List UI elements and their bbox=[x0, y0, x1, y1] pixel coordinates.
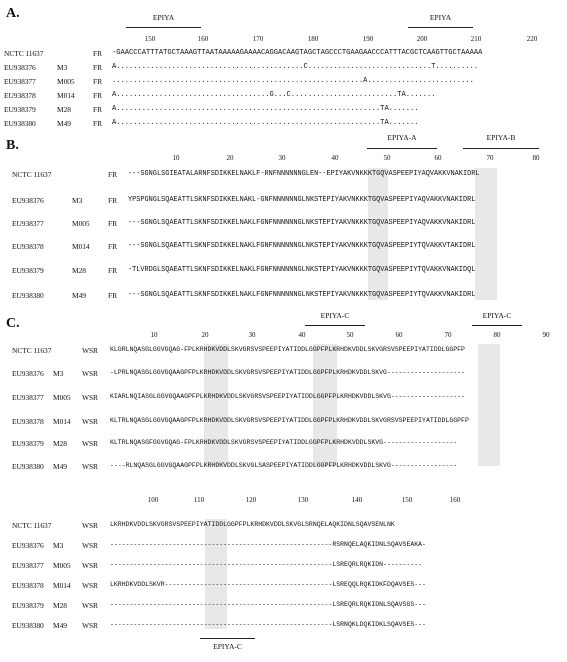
panelA-row-sequence: A..............................................................TA....... bbox=[112, 119, 419, 127]
panelC2-ruler-tick-2: 120 bbox=[245, 496, 257, 504]
panelC2-ruler-tick-3: 130 bbox=[297, 496, 309, 504]
panelC1-ruler-tick-1: 20 bbox=[201, 331, 209, 339]
panelA-row-sequence: -GAACCCATTTATGCTAAAGTTAATAAAAAGAAAACAGGACAAGTAGCTAGCCCTGAAGAACCCATTTACGCTCAAGTTGCTAAAAA bbox=[112, 49, 483, 57]
panelB-ruler-tick-4: 50 bbox=[383, 154, 391, 162]
epiya-b-shade bbox=[475, 168, 497, 300]
panelC1-row-region: WSR bbox=[82, 369, 98, 378]
panelC1-row-region: WSR bbox=[82, 393, 98, 402]
panelC2-ruler-tick-5: 150 bbox=[401, 496, 413, 504]
panelC1-row-isolate: M3 bbox=[53, 369, 64, 378]
panelB-row-accession: EU938377 bbox=[12, 219, 44, 228]
panelC1-motif-1: EPIYA-C bbox=[482, 311, 512, 320]
epiya-c-shade-3 bbox=[478, 344, 500, 466]
panelB-row-region: FR bbox=[108, 242, 117, 251]
panelC1-ruler-tick-5: 60 bbox=[395, 331, 403, 339]
panelA-ruler-tick-0: 150 bbox=[144, 35, 156, 43]
panelC1-ruler-tick-8: 90 bbox=[542, 331, 550, 339]
panelC1-row-accession: EU938380 bbox=[12, 462, 44, 471]
panelC1-label: C. bbox=[6, 316, 20, 331]
panelC1-ruler-tick-2: 30 bbox=[248, 331, 256, 339]
panelB-ruler-tick-2: 30 bbox=[278, 154, 286, 162]
panelA-ruler-tick-4: 190 bbox=[362, 35, 374, 43]
epiya-c-shade-2 bbox=[313, 344, 337, 466]
panelC2-row-accession: EU938376 bbox=[12, 541, 44, 550]
panelB-ruler-tick-1: 20 bbox=[226, 154, 234, 162]
panelC2-row-accession: EU938379 bbox=[12, 601, 44, 610]
panelA-ruler-tick-7: 220 bbox=[526, 35, 538, 43]
panelA-row-accession: EU938380 bbox=[4, 119, 36, 128]
panelC1-ruler-tick-4: 50 bbox=[346, 331, 354, 339]
panelC2-row-region: WSR bbox=[82, 621, 98, 630]
panelA-row-region: FR bbox=[93, 91, 102, 100]
panelA-motif-0: EPIYA bbox=[152, 13, 175, 22]
panelA-row-accession: NCTC 11637 bbox=[4, 49, 44, 58]
panelC1-row-isolate: M49 bbox=[53, 462, 67, 471]
epiya-c-shade-4 bbox=[205, 519, 227, 629]
panelC1-ruler-tick-3: 40 bbox=[298, 331, 306, 339]
panelA-row-sequence: A....................................G...C.........................TA....... bbox=[112, 91, 436, 99]
panelC1-row-accession: EU938376 bbox=[12, 369, 44, 378]
panelC1-row-region: WSR bbox=[82, 346, 98, 355]
panelC2-row-accession: EU938377 bbox=[12, 561, 44, 570]
panelC1-row-sequence: KLGRLNQASGLGGVGQAG-FPLKRHDKVDDLSKVGRSVSPEEPIYATIDDLGGPFPLKRHDKVDDLSKVGRSVSPEEPIYATIDDLGGPFP bbox=[110, 346, 465, 353]
panelC2-row-accession: EU938378 bbox=[12, 581, 44, 590]
panelC2-row-region: WSR bbox=[82, 581, 98, 590]
panelA-row-accession: EU938378 bbox=[4, 91, 36, 100]
panelC2-row-region: WSR bbox=[82, 561, 98, 570]
panelB-row-isolate: M49 bbox=[72, 291, 86, 300]
panelB-row-isolate: M014 bbox=[72, 242, 90, 251]
panelC1-row-sequence: -LPRLNQASGLGGVGQAAGPFPLKRHDKVDDLSKVGRSVSPEEPIYATIDDLGGPFPLKRHDKVDDLSKVG-------------------- bbox=[110, 369, 465, 376]
panelA-row-sequence: A............................................C.............................T.......... bbox=[112, 63, 479, 71]
panelC1-motif-0: EPIYA-C bbox=[320, 311, 350, 320]
epiya-a-shade bbox=[368, 168, 388, 300]
panelA-row-accession: EU938377 bbox=[4, 77, 36, 86]
panelB-row-region: FR bbox=[108, 219, 117, 228]
panelA-row-isolate: M005 bbox=[57, 77, 75, 86]
panelC1-row-accession: EU938378 bbox=[12, 417, 44, 426]
panelC1-row-isolate: M005 bbox=[53, 393, 71, 402]
panelC1-row-accession: EU938379 bbox=[12, 439, 44, 448]
panelC1-row-isolate: M014 bbox=[53, 417, 71, 426]
panelC1-ruler-tick-0: 10 bbox=[150, 331, 158, 339]
epiya-c-shade-1 bbox=[204, 344, 228, 466]
panelB-row-sequence: ---SGNGLSQAEATTLSKNFSDIKKELNAKLFGNFNNNNNNGLNKSTEPIYAKVNKKKTGQVASPEEPIYTQVAKKVNAKIDRL bbox=[128, 291, 476, 299]
panelA-row-region: FR bbox=[93, 63, 102, 72]
panelC1-row-sequence: KLTRLNQASGLGGVGQAAGPFPLKRHDKVDDLSKVGRSVSPEEPIYATIDDLGGPFPLKRHDKVDDLSKVGRSVSPEEPIYATIDDLGGPFP bbox=[110, 417, 469, 424]
panelC2-row-isolate: M49 bbox=[53, 621, 67, 630]
panelB-ruler-tick-7: 80 bbox=[532, 154, 540, 162]
panelB-ruler-tick-3: 40 bbox=[331, 154, 339, 162]
panelB-ruler-tick-5: 60 bbox=[434, 154, 442, 162]
panelC2-row-sequence: LKRHDKVDDLSKVGRSVSPEEPIYATIDDLGGPFPLKRHDKVDDLSKVGLSRNQELAQKIDNLSQAVSENLNK bbox=[110, 521, 395, 528]
panelC2-row-isolate: M005 bbox=[53, 561, 71, 570]
panelC1-row-region: WSR bbox=[82, 417, 98, 426]
panelC1-row-sequence: ----RLNQASGLGGVGQAAGPFPLKRHDKVDDLSKVGLSASPEEPIYATIDDLGGPFPLKRHDKVDDLSKVG----------------- bbox=[110, 462, 458, 469]
panelA-motif-line-0 bbox=[126, 27, 201, 28]
panelB-row-accession: EU938378 bbox=[12, 242, 44, 251]
panelC2-row-sequence: ---------------------------------------------------------LSRNQKLDQKIDKLSQAVSES--- bbox=[110, 621, 426, 628]
panelB-motif-line-0 bbox=[367, 148, 437, 149]
panelC2-row-sequence: ---------------------------------------------------------LSREQRLRQKIDNLSQAVSGS--- bbox=[110, 601, 426, 608]
panelB-row-accession: EU938376 bbox=[12, 196, 44, 205]
panelC2-ruler-tick-4: 140 bbox=[351, 496, 363, 504]
panelC1-motif-line-0 bbox=[305, 325, 365, 326]
panelB-row-accession: NCTC 11637 bbox=[12, 170, 52, 179]
panelC2-ruler-tick-1: 110 bbox=[193, 496, 205, 504]
panelA-row-isolate: M014 bbox=[57, 91, 75, 100]
panelA-motif-line-1 bbox=[408, 27, 473, 28]
panelA-ruler-tick-5: 200 bbox=[416, 35, 428, 43]
panelA-row-isolate: M49 bbox=[57, 119, 71, 128]
panelA-row-isolate: M3 bbox=[57, 63, 68, 72]
panelA-row-isolate: M28 bbox=[57, 105, 71, 114]
panelA-motif-1: EPIYA bbox=[429, 13, 452, 22]
panelC1-row-accession: EU938377 bbox=[12, 393, 44, 402]
panelB-row-region: FR bbox=[108, 291, 117, 300]
panelB-ruler-tick-0: 10 bbox=[172, 154, 180, 162]
panelB-motif-line-1 bbox=[463, 148, 539, 149]
panelB-row-region: FR bbox=[108, 266, 117, 275]
panelC1-motif-line-1 bbox=[472, 325, 522, 326]
panelC2-row-region: WSR bbox=[82, 541, 98, 550]
panelC2-motif-line-0 bbox=[200, 638, 255, 639]
panelB-label: B. bbox=[6, 138, 19, 153]
panelC1-row-sequence: KIARLNQIASGLGGVGQAAGPFPLKRHDKVDDLSKVGRSVSPEEPIYATIDDLGGPFPLKRHDKVDDLSKVG------------------- bbox=[110, 393, 465, 400]
panelC2-ruler-tick-0: 100 bbox=[147, 496, 159, 504]
panelB-row-accession: EU938380 bbox=[12, 291, 44, 300]
panelA-row-region: FR bbox=[93, 119, 102, 128]
panelC2-row-region: WSR bbox=[82, 521, 98, 530]
panelB-motif-0: EPIYA-A bbox=[387, 133, 417, 142]
panelC1-row-region: WSR bbox=[82, 462, 98, 471]
panelA-row-accession: EU938379 bbox=[4, 105, 36, 114]
panelA-ruler-tick-3: 180 bbox=[307, 35, 319, 43]
panelB-row-sequence: ---SGNGLSQAEATTLSKNFSDIKKELNAKLFGNFNNNNNNGLNKSTEPIYAKVNKKKTGQVASPEEPIYTQVAKKVTAKIDRL bbox=[128, 242, 476, 250]
panelB-row-region: FR bbox=[108, 170, 117, 179]
panelB-row-region: FR bbox=[108, 196, 117, 205]
panelB-row-sequence: -TLVRDGLSQAEATTLSKNFSDIKKELNAKLFGNFNNNNNNGLNKSTEPIYAKVNKKKTGQVASPEEPIYTQVAKKVNAKIDQL bbox=[128, 266, 476, 274]
panelB-ruler-tick-6: 70 bbox=[486, 154, 494, 162]
panelA-row-region: FR bbox=[93, 49, 102, 58]
panelA-ruler-tick-6: 210 bbox=[470, 35, 482, 43]
panelA-label: A. bbox=[6, 6, 20, 21]
panelB-row-sequence: YPSPGNGLSQAEATTLSKNFSDIKKELNAKL-GNFNNNNNNGLNKSTEPIYAKVNKKKTGQVASPEEPIYAQVAKKVNAKIDRL bbox=[128, 196, 476, 204]
panelB-row-sequence: ---SGNGLSGIEATALARNFSDIKKELNAKLF-RNFNNNNNNGLEN--EPIYAKVNKKKTGQVASPEEPIYAQVAKKVNAKIDRL bbox=[128, 170, 480, 178]
panelA-ruler-tick-1: 160 bbox=[197, 35, 209, 43]
panelC2-row-accession: NCTC 11637 bbox=[12, 521, 52, 530]
panelC1-row-sequence: KLTRLNQASGFGGVGQAG-FPLKRHDKVDDLSKVGRSVSPEEPIYATIDDLGGPFPLKRHDKVDDLSKVG------------------- bbox=[110, 439, 458, 446]
panelA-row-accession: EU938376 bbox=[4, 63, 36, 72]
panelC2-row-isolate: M3 bbox=[53, 541, 64, 550]
panelA-row-region: FR bbox=[93, 105, 102, 114]
panelB-row-isolate: M28 bbox=[72, 266, 86, 275]
panelC1-ruler-tick-7: 80 bbox=[493, 331, 501, 339]
panelB-row-accession: EU938379 bbox=[12, 266, 44, 275]
panelC1-row-accession: NCTC 11637 bbox=[12, 346, 52, 355]
panelC1-row-isolate: M28 bbox=[53, 439, 67, 448]
panelC2-motif-0: EPIYA-C bbox=[213, 642, 242, 651]
panelA-row-sequence: A..............................................................TA....... bbox=[112, 105, 419, 113]
panelC1-ruler-tick-6: 70 bbox=[444, 331, 452, 339]
panelA-row-sequence: ...........................................................A......................... bbox=[112, 77, 474, 85]
panelC2-row-sequence: LKRHDKVDDLSKVR-------------------------------------------LSREQQLRQKIDKFDQAVSES--- bbox=[110, 581, 426, 588]
panelC1-row-region: WSR bbox=[82, 439, 98, 448]
panelB-motif-1: EPIYA-B bbox=[486, 133, 516, 142]
panelC2-row-sequence: ---------------------------------------------------------LSREQRLRQKIDN---------- bbox=[110, 561, 423, 568]
panelA-ruler-tick-2: 170 bbox=[252, 35, 264, 43]
panelC2-row-isolate: M28 bbox=[53, 601, 67, 610]
panelC2-row-isolate: M014 bbox=[53, 581, 71, 590]
panelA-row-region: FR bbox=[93, 77, 102, 86]
panelC2-row-region: WSR bbox=[82, 601, 98, 610]
panelC2-row-accession: EU938380 bbox=[12, 621, 44, 630]
panelB-row-isolate: M005 bbox=[72, 219, 90, 228]
panelC2-row-sequence: ---------------------------------------------------------RSRNQELAQKIDNLSQAVSEAKA- bbox=[110, 541, 426, 548]
panelB-row-sequence: ---SGNGLSQAEATTLSKNFSDIKKELNAKLFGNFNNNNNNGLNKSTEPIYAKVNKKKTGQVASPEEPIYAQVAKKVNAKIDRL bbox=[128, 219, 476, 227]
panelB-row-isolate: M3 bbox=[72, 196, 83, 205]
panelC2-ruler-tick-6: 160 bbox=[449, 496, 461, 504]
